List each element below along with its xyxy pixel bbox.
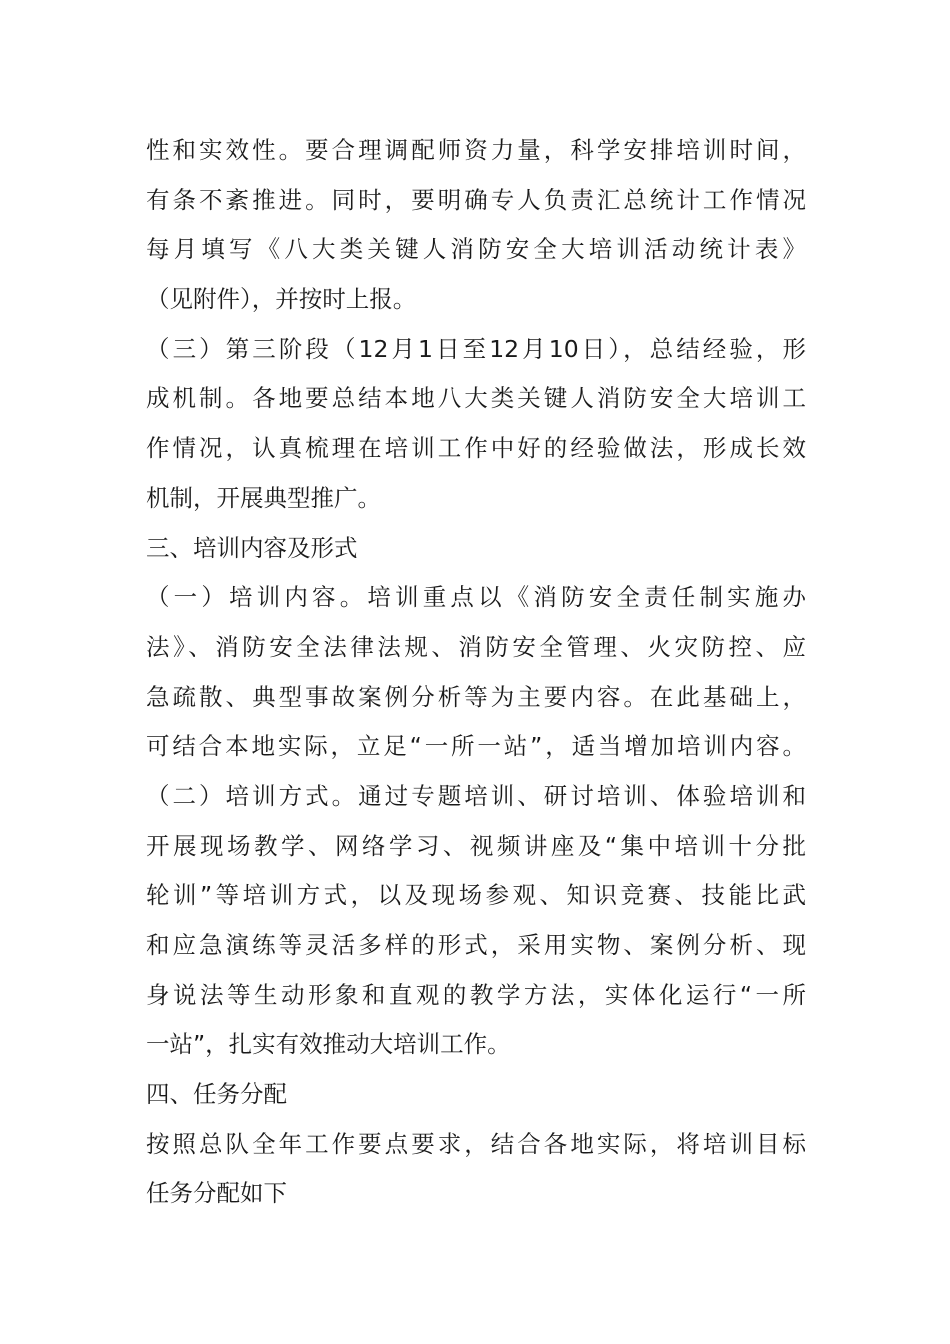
paragraph-line: 可结合本地实际，立足“一所一站”，适当增加培训内容。 [146, 732, 806, 761]
paragraph-line: （一）培训内容。培训重点以《消防安全责任制实施办 [146, 583, 806, 612]
paragraph-line: 身说法等生动形象和直观的教学方法，实体化运行“一所 [146, 980, 806, 1009]
paragraph-line: 急疏散、典型事故案例分析等为主要内容。在此基础上， [146, 682, 806, 711]
paragraph-line: （三）第三阶段（12月1日至12月10日），总结经验，形 [146, 334, 806, 363]
paragraph-line: 性和实效性。要合理调配师资力量，科学安排培训时间， [146, 136, 806, 164]
paragraph-line: 作情况，认真梳理在培训工作中好的经验做法，形成长效 [146, 434, 806, 463]
paragraph-line: 机制，开展典型推广。 [146, 483, 381, 512]
paragraph-line: （二）培训方式。通过专题培训、研讨培训、体验培训和 [146, 781, 806, 810]
paragraph-line: 轮训”等培训方式，以及现场参观、知识竞赛、技能比武 [146, 881, 806, 910]
paragraph-line: 法》、消防安全法律法规、消防安全管理、火灾防控、应 [146, 632, 806, 661]
paragraph-line: 成机制。各地要总结本地八大类关键人消防安全大培训工 [146, 384, 806, 413]
paragraph-line: 开展现场教学、网络学习、视频讲座及“集中培训十分批 [146, 831, 806, 860]
section-heading: 三、培训内容及形式 [146, 533, 358, 562]
paragraph-line: 每月填写《八大类关键人消防安全大培训活动统计表》 [146, 235, 806, 264]
paragraph-line: 一站”，扎实有效推动大培训工作。 [146, 1030, 511, 1059]
paragraph-line: （见附件），并按时上报。 [146, 285, 417, 314]
paragraph-line: 有条不紊推进。同时，要明确专人负责汇总统计工作情况 [146, 185, 806, 214]
section-heading: 四、任务分配 [146, 1080, 287, 1109]
document-page [146, 126, 806, 1219]
paragraph-line: 按照总队全年工作要点要求，结合各地实际，将培训目标 [146, 1129, 806, 1158]
paragraph-line: 任务分配如下 [146, 1179, 287, 1208]
paragraph-line: 和应急演练等灵活多样的形式，采用实物、案例分析、现 [146, 931, 806, 959]
